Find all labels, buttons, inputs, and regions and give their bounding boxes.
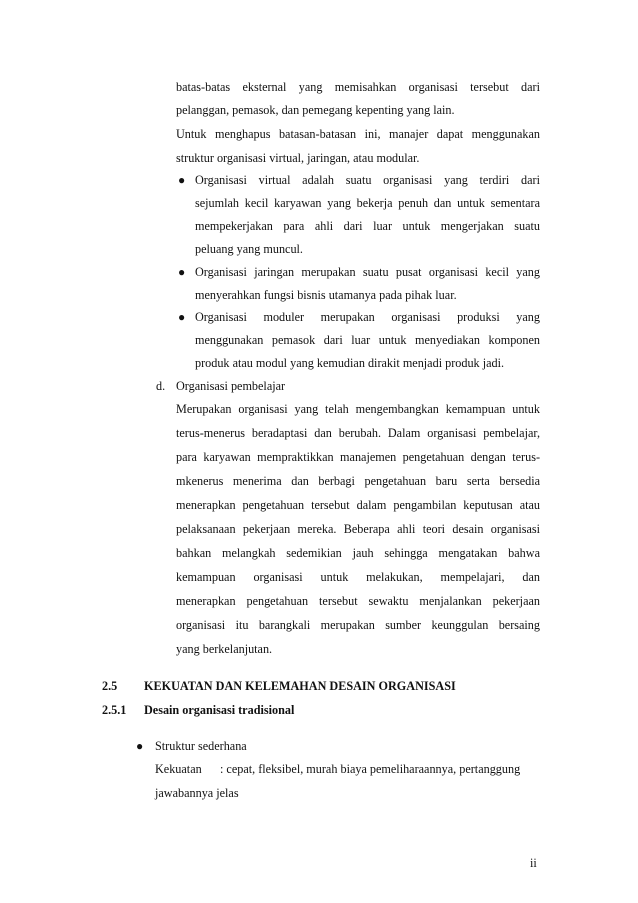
list-label: d. — [156, 379, 166, 393]
kekuatan-text: : cepat, fleksibel, murah biaya pemeliharaannya, pertanggung — [220, 762, 521, 776]
section-number: 2.5 — [102, 679, 118, 693]
paragraph-line: batas-batas eksternal yang memisahkan organisasi tersebut dari — [176, 80, 540, 94]
paragraph-line: bahkan melangkah sedemikian jauh sehingga mengatakan bahwa — [176, 546, 540, 560]
paragraph-line: yang berkelanjutan. — [176, 642, 273, 656]
kekuatan-text: jawabannya jelas — [155, 786, 239, 800]
paragraph-line: Untuk menghapus batasan-batasan ini, manajer dapat menggunakan — [176, 127, 540, 141]
subsection-number: 2.5.1 — [102, 703, 127, 717]
paragraph-line: kemampuan organisasi untuk melakukan, mempelajari, dan — [176, 570, 540, 584]
bullet-line: sejumlah kecil karyawan yang bekerja penuh dan untuk sementara — [195, 196, 540, 210]
bullet-icon: ● — [178, 265, 186, 279]
paragraph-line: menerapkan pengetahuan tersebut sewaktu menjalankan pekerjaan — [176, 594, 540, 608]
bullet-line: menyerahkan fungsi bisnis utamanya pada pihak luar. — [195, 288, 457, 302]
bullet-line: produk atau modul yang kemudian dirakit menjadi produk jadi. — [195, 356, 505, 370]
bullet-line: peluang yang muncul. — [195, 242, 303, 256]
bullet-icon: ● — [178, 310, 186, 324]
bullet-line: Organisasi jaringan merupakan suatu pusat organisasi kecil yang — [195, 265, 540, 279]
paragraph-line: pelaksanaan pekerjaan mereka. Beberapa ahli teori desain organisasi — [176, 522, 540, 536]
paragraph-line: struktur organisasi virtual, jaringan, atau modular. — [176, 151, 420, 165]
page-number: ii — [530, 856, 537, 870]
bullet-line: Organisasi moduler merupakan organisasi produksi yang — [195, 310, 540, 324]
list-item-title: Organisasi pembelajar — [176, 379, 286, 393]
bullet-icon: ● — [136, 739, 144, 753]
paragraph-line: mkenerus menerima dan berbagi pengetahuan baru serta bersedia — [176, 474, 540, 488]
bullet-line: menggunakan pemasok dari luar untuk menyediakan komponen — [195, 333, 540, 347]
paragraph-line: para karyawan mempraktikkan manajemen pengetahuan dengan terus- — [176, 450, 540, 464]
subsection-title: Desain organisasi tradisional — [144, 703, 295, 717]
paragraph-line: organisasi itu barangkali merupakan sumber keunggulan bersaing — [176, 618, 540, 632]
bullet-line: mempekerjakan para ahli dari luar untuk mengerjakan suatu — [195, 219, 540, 233]
bullet-title: Struktur sederhana — [155, 739, 247, 753]
kekuatan-label: Kekuatan — [155, 762, 202, 776]
bullet-line: Organisasi virtual adalah suatu organisasi yang terdiri dari — [195, 173, 540, 187]
section-title: KEKUATAN DAN KELEMAHAN DESAIN ORGANISASI — [144, 679, 456, 693]
paragraph-line: Merupakan organisasi yang telah mengembangkan kemampuan untuk — [176, 402, 540, 416]
paragraph-line: pelanggan, pemasok, dan pemegang kepenting yang lain. — [176, 103, 455, 117]
bullet-icon: ● — [178, 173, 186, 187]
paragraph-line: terus-menerus beradaptasi dan berubah. Dalam organisasi pembelajar, — [176, 426, 540, 440]
paragraph-line: menerapkan pengetahuan tersebut dalam pengambilan keputusan atau — [176, 498, 540, 512]
